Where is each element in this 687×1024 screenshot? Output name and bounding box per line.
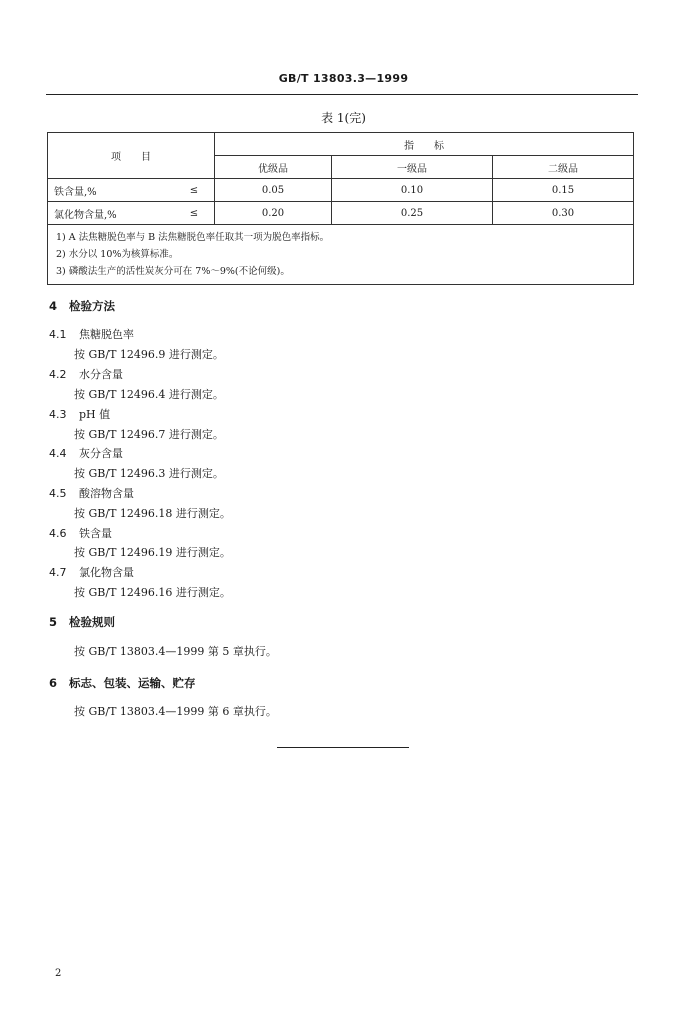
grade-header: 优级品 xyxy=(215,156,332,179)
body-text: 按 GB/T 12496.7 进行测定。 xyxy=(74,428,224,441)
table-caption: 表 1(完) xyxy=(321,111,366,125)
operator-symbol: ≤ xyxy=(174,202,215,225)
section-heading-6 xyxy=(49,675,196,691)
table-cell: 0.05 xyxy=(215,179,332,202)
subsection-heading xyxy=(49,445,123,461)
column-header-item: 项 目 xyxy=(48,133,215,179)
table-note: 3) 磷酸法生产的活性炭灰分可在 7%～9%(不论何级)。 xyxy=(56,266,290,277)
subsection-number: 4.1 xyxy=(49,328,67,341)
grade-header: 一级品 xyxy=(332,156,493,179)
document-code-header: GB/T 13803.3—1999 xyxy=(278,72,409,85)
subsection-title: 铁含量 xyxy=(79,527,112,540)
operator-symbol: ≤ xyxy=(174,179,215,202)
subsection-title: pH 值 xyxy=(79,408,111,421)
section-title: 检验规则 xyxy=(69,615,115,629)
subsection-number: 4.6 xyxy=(49,527,67,540)
section-number: 5 xyxy=(49,615,58,629)
body-text: 按 GB/T 12496.9 进行测定。 xyxy=(74,348,224,361)
subsection-number: 4.2 xyxy=(49,368,67,381)
table-row xyxy=(48,179,634,202)
subsection-number: 4.3 xyxy=(49,408,67,421)
section-number: 4 xyxy=(49,299,58,313)
body-text: 按 GB/T 12496.4 进行测定。 xyxy=(74,388,224,401)
specification-table xyxy=(47,132,634,285)
end-of-document-rule xyxy=(277,747,409,748)
subsection-heading xyxy=(49,366,123,382)
section-heading-4 xyxy=(49,298,115,314)
subsection-title: 酸溶物含量 xyxy=(79,487,134,500)
row-label: 铁含量,% xyxy=(48,179,175,202)
subsection-heading xyxy=(49,564,134,580)
table-note: 1) A 法焦糖脱色率与 B 法焦糖脱色率任取其一项为脱色率指标。 xyxy=(56,232,330,243)
table-cell: 0.25 xyxy=(332,202,493,225)
body-text: 按 GB/T 12496.16 进行测定。 xyxy=(74,586,231,599)
body-text: 按 GB/T 12496.3 进行测定。 xyxy=(74,467,224,480)
table-cell: 0.30 xyxy=(493,202,634,225)
table-cell: 0.20 xyxy=(215,202,332,225)
subsection-heading xyxy=(49,406,110,422)
body-text: 按 GB/T 12496.19 进行测定。 xyxy=(74,546,231,559)
page-number: 2 xyxy=(55,968,62,979)
table-notes-row xyxy=(48,225,634,285)
body-text: 按 GB/T 13803.4—1999 第 5 章执行。 xyxy=(74,645,277,658)
section-title: 检验方法 xyxy=(69,299,115,313)
subsection-title: 水分含量 xyxy=(79,368,123,381)
subsection-heading xyxy=(49,525,112,541)
header-rule xyxy=(46,94,638,95)
subsection-number: 4.5 xyxy=(49,487,67,500)
body-text: 按 GB/T 13803.4—1999 第 6 章执行。 xyxy=(74,705,277,718)
table-cell: 0.15 xyxy=(493,179,634,202)
table-note: 2) 水分以 10%为核算标准。 xyxy=(56,249,179,260)
table-cell: 0.10 xyxy=(332,179,493,202)
body-text: 按 GB/T 12496.18 进行测定。 xyxy=(74,507,231,520)
table-notes xyxy=(48,225,634,285)
subsection-heading xyxy=(49,326,134,342)
subsection-title: 灰分含量 xyxy=(79,447,123,460)
section-heading-5 xyxy=(49,614,115,630)
column-header-group: 指 标 xyxy=(215,133,634,156)
subsection-title: 氯化物含量 xyxy=(79,566,134,579)
table-header-row xyxy=(48,133,634,156)
table-row xyxy=(48,202,634,225)
row-label: 氯化物含量,% xyxy=(48,202,175,225)
section-title: 标志、包装、运输、贮存 xyxy=(69,676,196,690)
section-number: 6 xyxy=(49,676,58,690)
subsection-number: 4.7 xyxy=(49,566,67,579)
subsection-title: 焦糖脱色率 xyxy=(79,328,134,341)
grade-header: 二级品 xyxy=(493,156,634,179)
subsection-number: 4.4 xyxy=(49,447,67,460)
subsection-heading xyxy=(49,485,134,501)
